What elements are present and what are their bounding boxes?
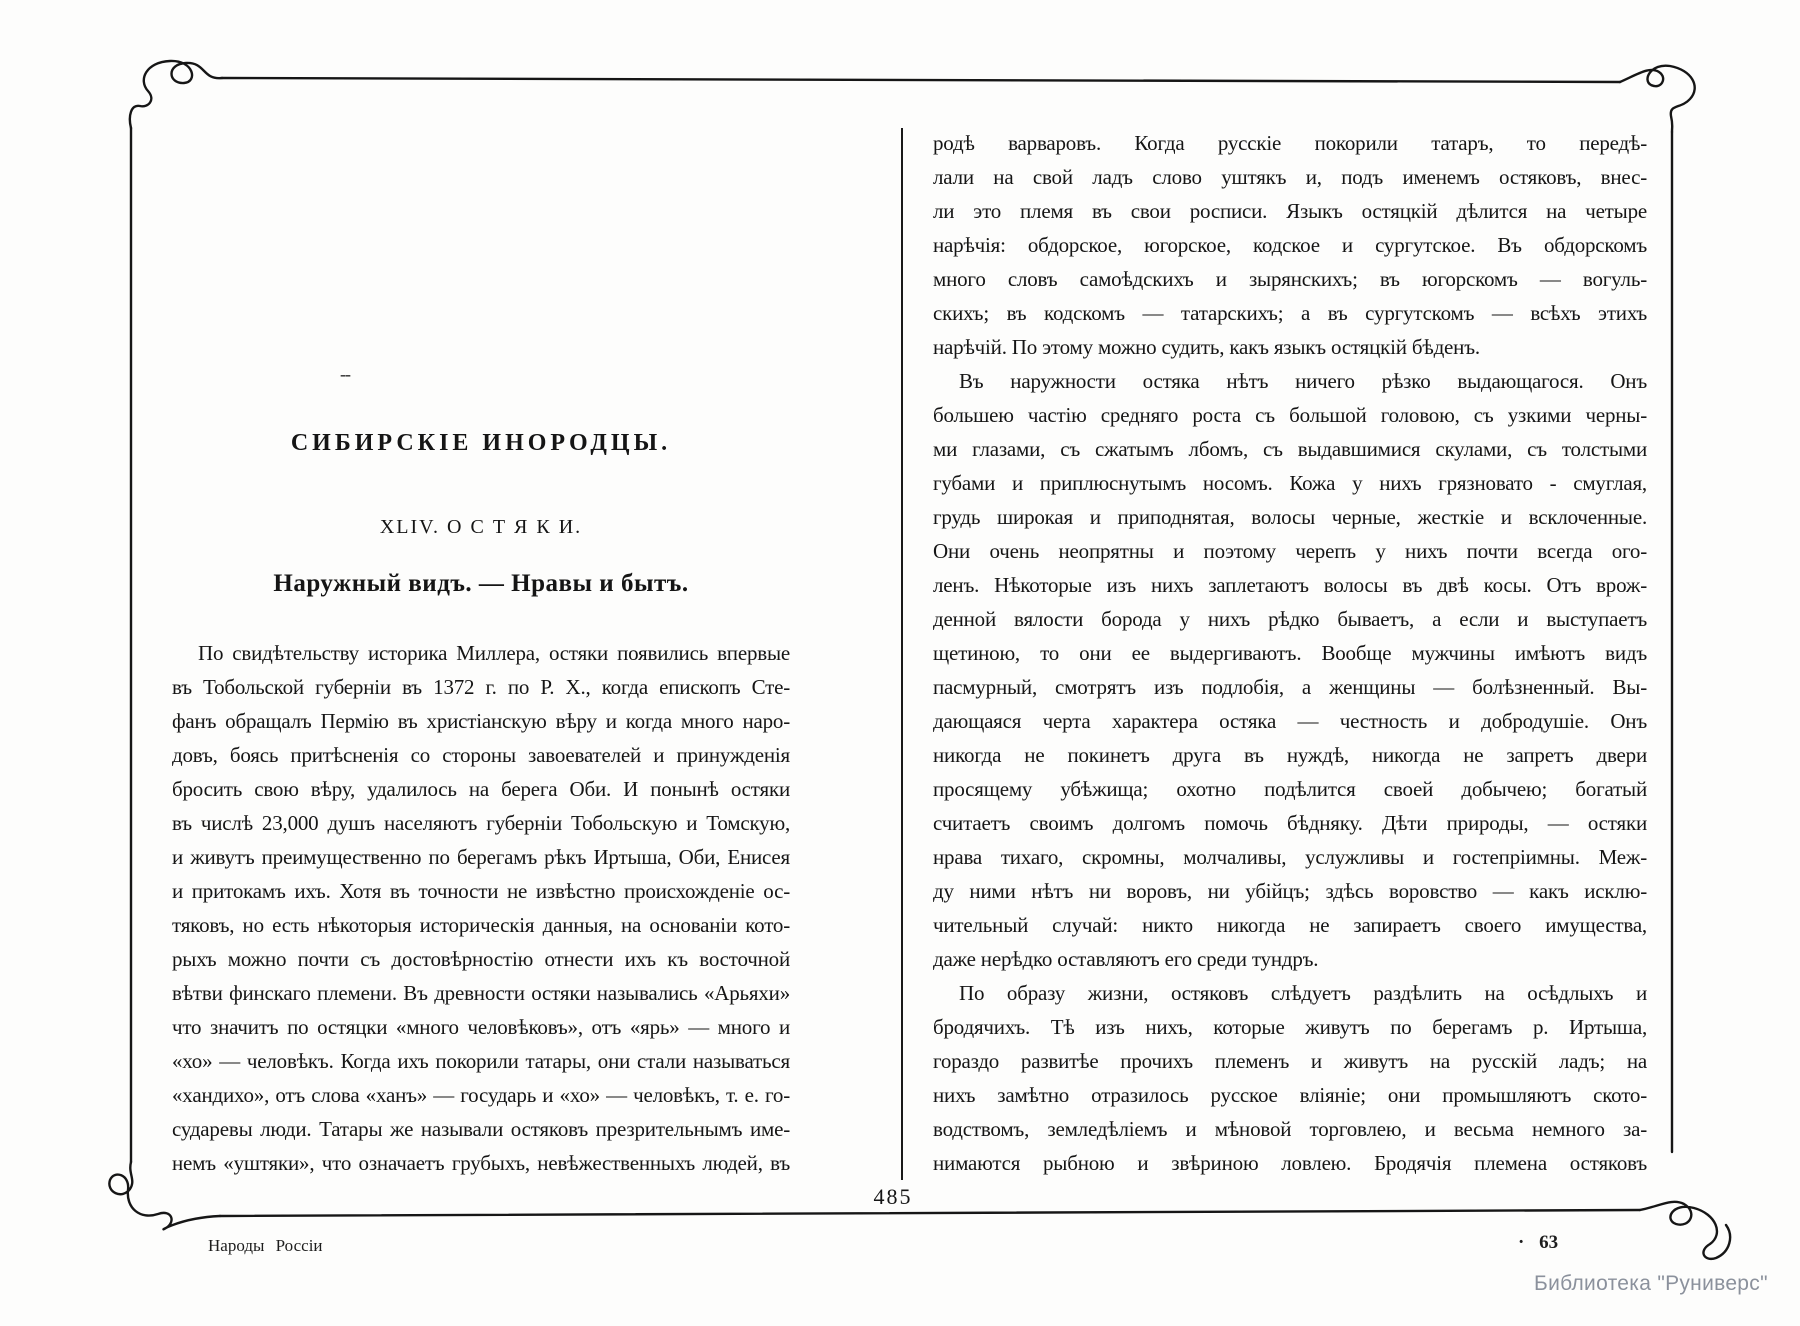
right-column-line-20: просящему убѣжища; охотно подѣлится своей добычею; богатый — [933, 777, 1647, 801]
right-column-line-13: Они очень неопрятны и поэтому черепъ у нихъ почти всегда ого- — [933, 539, 1647, 563]
right-column-line-7: нарѣчій. По этому можно судить, какъ языкъ остяцкій бѣденъ. — [933, 335, 1480, 359]
right-column-line-22: нрава тихаго, скромны, молчаливы, услужливы и гостепріимны. Меж- — [933, 845, 1647, 869]
left-column-line-1: По свидѣтельству историка Миллера, остяки появились впервые — [198, 641, 790, 665]
right-column-line-6: скихъ; въ кодскомъ — татарскихъ; а въ сургутскомъ — всѣхъ этихъ — [933, 301, 1647, 325]
right-column-line-14: ленъ. Нѣкоторые изъ нихъ заплетаютъ волосы въ двѣ косы. Отъ врож- — [933, 573, 1647, 597]
right-column-line-3: ли это племя въ свои росписи. Языкъ остяцкій дѣлится на четыре — [933, 199, 1647, 223]
series-title-footnote: Народы Россіи — [208, 1236, 323, 1255]
corner-flourish-bottom-right — [1640, 1202, 1730, 1259]
right-column-line-9: большею частію средняго роста съ большой головою, съ узкими черны- — [933, 403, 1647, 427]
right-column-line-1: родѣ варваровъ. Когда русскіе покорили татаръ, то передѣ- — [933, 131, 1647, 155]
right-column-line-23: ду ними нѣтъ ни воровъ, ни убійцъ; здѣсь воровство — какъ исклю- — [933, 879, 1647, 903]
corner-flourish-top-right — [1620, 66, 1695, 132]
right-column-line-18: дающаяся черта характера остяка — честность и добродушіе. Онъ — [933, 709, 1647, 733]
right-column-line-15: денной вялости борода у нихъ рѣдко бываетъ, а если и выступаетъ — [933, 607, 1647, 631]
right-column-line-25: даже нерѣдко оставляютъ его среди тундръ. — [933, 947, 1319, 971]
left-column-line-12: что значитъ по остяцки «много человѣковъ», отъ «ярь» — много и — [172, 1015, 790, 1039]
right-column-line-27: бродячихъ. Тѣ изъ нихъ, которые живутъ по берегамъ р. Иртыша, — [933, 1015, 1647, 1039]
left-column-line-2: въ Тобольской губерніи въ 1372 г. по Р. Х., когда епископъ Сте- — [172, 675, 790, 699]
right-column-line-28: гораздо развитѣе прочихъ племенъ и живутъ на русскій ладъ; на — [933, 1049, 1647, 1073]
right-column-line-31: нимаются рыбною и звѣриною ловлею. Бродячія племена остяковъ — [933, 1151, 1647, 1175]
right-column — [933, 126, 1647, 1180]
right-column-line-8: Въ наружности остяка нѣтъ ничего рѣзко выдающагося. Онъ — [959, 369, 1647, 393]
right-column-line-16: щетиною, то они ее выдергиваютъ. Вообще мужчины имѣютъ видъ — [933, 641, 1647, 665]
left-column-line-16: немъ «уштяки», что означаетъ грубыхъ, невѣжественныхъ людей, въ — [172, 1151, 790, 1175]
page-number: 485 — [873, 1184, 913, 1209]
right-column-text — [933, 126, 1647, 1180]
library-watermark: Библиотека "Руниверс" — [1534, 1272, 1768, 1295]
right-column-line-10: ми глазами, съ сжатымъ лбомъ, съ выдавшимися скулами, съ толстыми — [933, 437, 1647, 461]
right-column-line-21: считаетъ своимъ долгомъ помочь бѣдняку. Дѣти природы, — остяки — [933, 811, 1647, 835]
left-column-line-9: тяковъ, но есть нѣкоторыя историческія данныя, на основаніи кото- — [172, 913, 790, 937]
right-column-line-19: никогда не покинетъ друга въ нуждѣ, никогда не запретъ двери — [933, 743, 1647, 767]
right-column-line-5: много словъ самоѣдскихъ и зырянскихъ; въ югорскомъ — вогуль- — [933, 267, 1647, 291]
column-divider-rule — [901, 128, 903, 1180]
right-column-line-29: нихъ замѣтно отразилось русское вліяніе; они промышляютъ ското- — [933, 1083, 1647, 1107]
left-column-line-4: довъ, боясь притѣсненія со стороны завоевателей и принужденія — [172, 743, 790, 767]
right-column-line-17: пасмурный, смотрятъ изъ подлобія, а женщины — болѣзненный. Вы- — [933, 675, 1647, 699]
left-column-line-5: бросить свою вѣру, удалилось на берега Оби. И понынѣ остяки — [172, 777, 790, 801]
stray-print-mark: -- — [340, 364, 350, 384]
right-column-line-4: нарѣчія: обдорское, югорское, кодское и сургутское. Въ обдорскомъ — [933, 233, 1647, 257]
left-column-line-8: и притокамъ ихъ. Хотя въ точности не извѣстно происхожденіе ос- — [172, 879, 790, 903]
right-column-line-26: По образу жизни, остяковъ слѣдуетъ раздѣлить на осѣдлыхъ и — [959, 981, 1647, 1005]
right-column-line-2: лали на свой ладъ слово уштякъ и, подъ именемъ остяковъ, внес- — [933, 165, 1647, 189]
left-column-line-15: сударевы люди. Татары же называли остяковъ презрительнымъ име- — [172, 1117, 790, 1141]
right-column-line-30: водствомъ, земледѣліемъ и мѣновой торговлею, и весьма немного за- — [933, 1117, 1647, 1141]
sheet-number: · 63 — [1518, 1232, 1559, 1253]
left-column-line-3: фанъ обращалъ Пермію въ христіанскую вѣру и когда много наро- — [172, 709, 790, 733]
section-title: СИБИРСКІЕ ИНОРОДЦЫ. — [290, 430, 672, 456]
right-column-line-12: грудь широкая и приподнятая, волосы черные, жесткіе и всклоченные. — [933, 505, 1647, 529]
left-column-line-14: «хандихо», отъ слова «ханъ» — государь и «хо» — человѣкъ, т. е. го- — [172, 1083, 790, 1107]
frame-bottom-line — [220, 1210, 1640, 1216]
left-column-text — [172, 636, 790, 1180]
chapter-heading: XLIV. О С Т Я К И. — [379, 516, 583, 538]
left-column-line-13: «хо» — человѣкъ. Когда ихъ покорили татары, они стали называться — [172, 1049, 790, 1073]
right-column-line-24: чительный случай: никто никогда не запираетъ своего имущества, — [933, 913, 1647, 937]
left-column-line-7: и живутъ преимущественно по берегамъ рѣкъ Иртыша, Оби, Енисея — [172, 845, 790, 869]
left-column-line-6: въ числѣ 23,000 душъ населяютъ губерніи Тобольскую и Томскую, — [172, 811, 790, 835]
left-column-line-10: рыхъ можно почти съ достовѣрностію отнести ихъ къ восточной — [172, 947, 790, 971]
chapter-subheading: Наружный видъ. — Нравы и бытъ. — [273, 570, 689, 597]
right-column-line-11: губами и приплюснутымъ носомъ. Кожа у нихъ грязновато - смуглая, — [933, 471, 1647, 495]
corner-flourish-top-left — [130, 61, 222, 128]
frame-top-line — [222, 78, 1620, 82]
left-column-line-11: вѣтви финскаго племени. Въ древности остяки назывались «Арьяхи» — [172, 981, 790, 1005]
